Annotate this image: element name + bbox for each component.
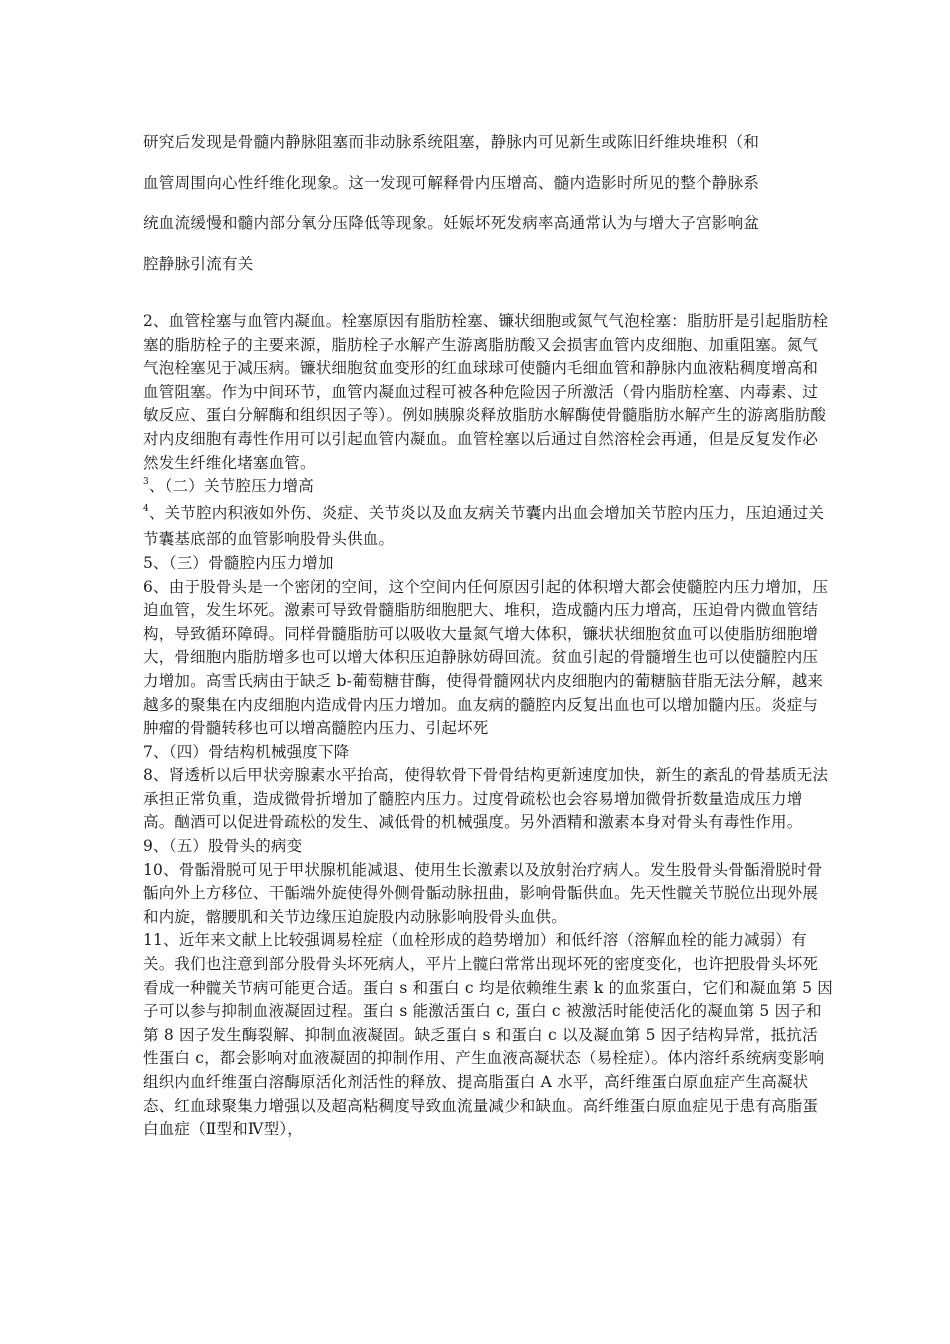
paragraph-2: 2、血管栓塞与血管内凝血。栓塞原因有脂肪栓塞、镰状细胞或氮气气泡栓塞：脂肪肝是引起脂肪栓塞的脂肪栓子的主要来源，脂肪栓子水解产生游离脂肪酸又会损害血管内皮细胞、加重阻塞。氮气气泡栓塞见于减压病。镰状细胞贫血变形的红血球球可使髓内毛细血管和静脉内血液粘稠度增高和血管阻塞。作为中间环节，血管内凝血过程可被各种危险因子所激活（骨内脂肪栓塞、内毒素、过敏反应、蛋白分解酶和组织因子等）。例如胰腺炎释放脂肪水解酶使骨髓脂肪水解产生的游离脂肪酸对内皮细胞有毒性作用可以引起血管内凝血。血管栓塞以后通过自然溶栓会再通，但是反复发作必然发生纤维化堵塞血管。 bbox=[143, 312, 829, 472]
paragraph-4-number: 4 bbox=[143, 503, 149, 514]
paragraph-10: 10、骨骺滑脱可见于甲状腺机能减退、使用生长激素以及放射治疗病人。发生股骨头骨骺滑脱时骨骺向外上方移位、干骺端外旋使得外侧骨骺动脉扭曲，影响骨骺供血。先天性髋关节脱位出现外展和内旋，髂腰肌和关节边缘压迫旋股内动脉影响股骨头血供。 bbox=[143, 860, 823, 926]
paragraph-4 bbox=[143, 502, 833, 552]
body-text bbox=[143, 310, 833, 1142]
intro-paragraph bbox=[143, 122, 823, 284]
intro-line: 统血流缓慢和髓内部分氧分压降低等现象。妊娠坏死发病率高通常认为与增大子宫影响盆 bbox=[143, 214, 760, 232]
paragraph-11: 11、近年来文献上比较强调易栓症（血栓形成的趋势增加）和低纤溶（溶解血栓的能力减弱）有关。我们也注意到部分股骨头坏死病人，平片上髋臼常常出现坏死的密度变化，也许把股骨头坏死看成一种髋关节病可能更合适。蛋白 s 和蛋白 c 均是依赖维生素 k 的血浆蛋白，它们和凝血第 5 因子可以参与抑制血液凝固过程。蛋白 s 能激活蛋白 c, 蛋白 c 被激活时能使活化的凝血第 5 因子和第 8 因子发生酶裂解、抑制血液凝固。缺乏蛋白 s 和蛋白 c 以及凝血第 5 因子结构异常，抵抗活性蛋白 c，都会影响对血液凝固的抑制作用、产生血液高凝状态（易栓症）。体内溶纤系统病变影响组织内血纤维蛋白溶酶原活化剂活性的释放、提高脂蛋白 A 水平，高纤维蛋白原血症产生高凝状态、红血球聚集力增强以及超高粘稠度导致血流量减少和缺血。高纤维蛋白原血症见于患有高脂蛋白血症（Ⅱ型和Ⅳ型）， bbox=[143, 931, 834, 1139]
paragraph-6: 6、由于股骨头是一个密闭的空间，这个空间内任何原因引起的体积增大都会使髓腔内压力增加，压迫血管，发生坏死。激素可导致骨髓脂肪细胞肥大、堆积，造成髓内压力增高，压迫骨内微血管结构，导致循环障碍。同样骨髓脂肪可以吸收大量氮气增大体积，镰状状细胞贫血可以使脂肪细胞增大，骨细胞内脂肪增多也可以增大体积压迫静脉妨碍回流。贫血引起的骨髓增生也可以使髓腔内压力增加。高雪氏病由于缺乏 b-葡萄糖苷酶，使得骨髓网状内皮细胞内的葡糖脑苷脂无法分解，越来越多的聚集在内皮细胞内造成骨内压力增加。血友病的髓腔内反复出血也可以增加髓内压。炎症与肿瘤的骨髓转移也可以增高髓腔内压力、引起坏死 bbox=[143, 577, 829, 738]
heading-3 bbox=[143, 475, 833, 502]
heading-7: 7、（四）骨结构机械强度下降 bbox=[143, 742, 350, 761]
heading-5: 5、（三）骨髓腔内压力增加 bbox=[143, 553, 334, 572]
heading-3-text: 、（二）关节腔压力增高 bbox=[148, 477, 314, 496]
heading-3-number: 3 bbox=[143, 477, 149, 488]
intro-line: 血管周围向心性纤维化现象。这一发现可解释骨内压增高、髓内造影时所见的整个静脉系 bbox=[143, 173, 760, 192]
intro-line: 腔静脉引流有关 bbox=[143, 254, 254, 273]
heading-9: 9、（五）股骨头的病变 bbox=[143, 837, 303, 856]
paragraph-8: 8、肾透析以后甲状旁腺素水平抬高，使得软骨下骨骨结构更新速度加快，新生的紊乱的骨基质无法承担正常负重，造成微骨折增加了髓腔内压力。过度骨疏松也会容易增加微骨折数量造成压力增高。酗酒可以促进骨疏松的发生、减低骨的机械强度。另外酒精和激素本身对骨头有毒性作用。 bbox=[143, 766, 829, 832]
paragraph-4-text: 、关节腔内积液如外伤、炎症、关节炎以及血友病关节囊内出血会增加关节腔内压力，压迫通过关节囊基底部的血管影响股骨头供血。 bbox=[143, 503, 825, 549]
intro-line: 研究后发现是骨髓内静脉阻塞而非动脉系统阻塞，静脉内可见新生或陈旧纤维块堆积（和 bbox=[143, 133, 760, 151]
